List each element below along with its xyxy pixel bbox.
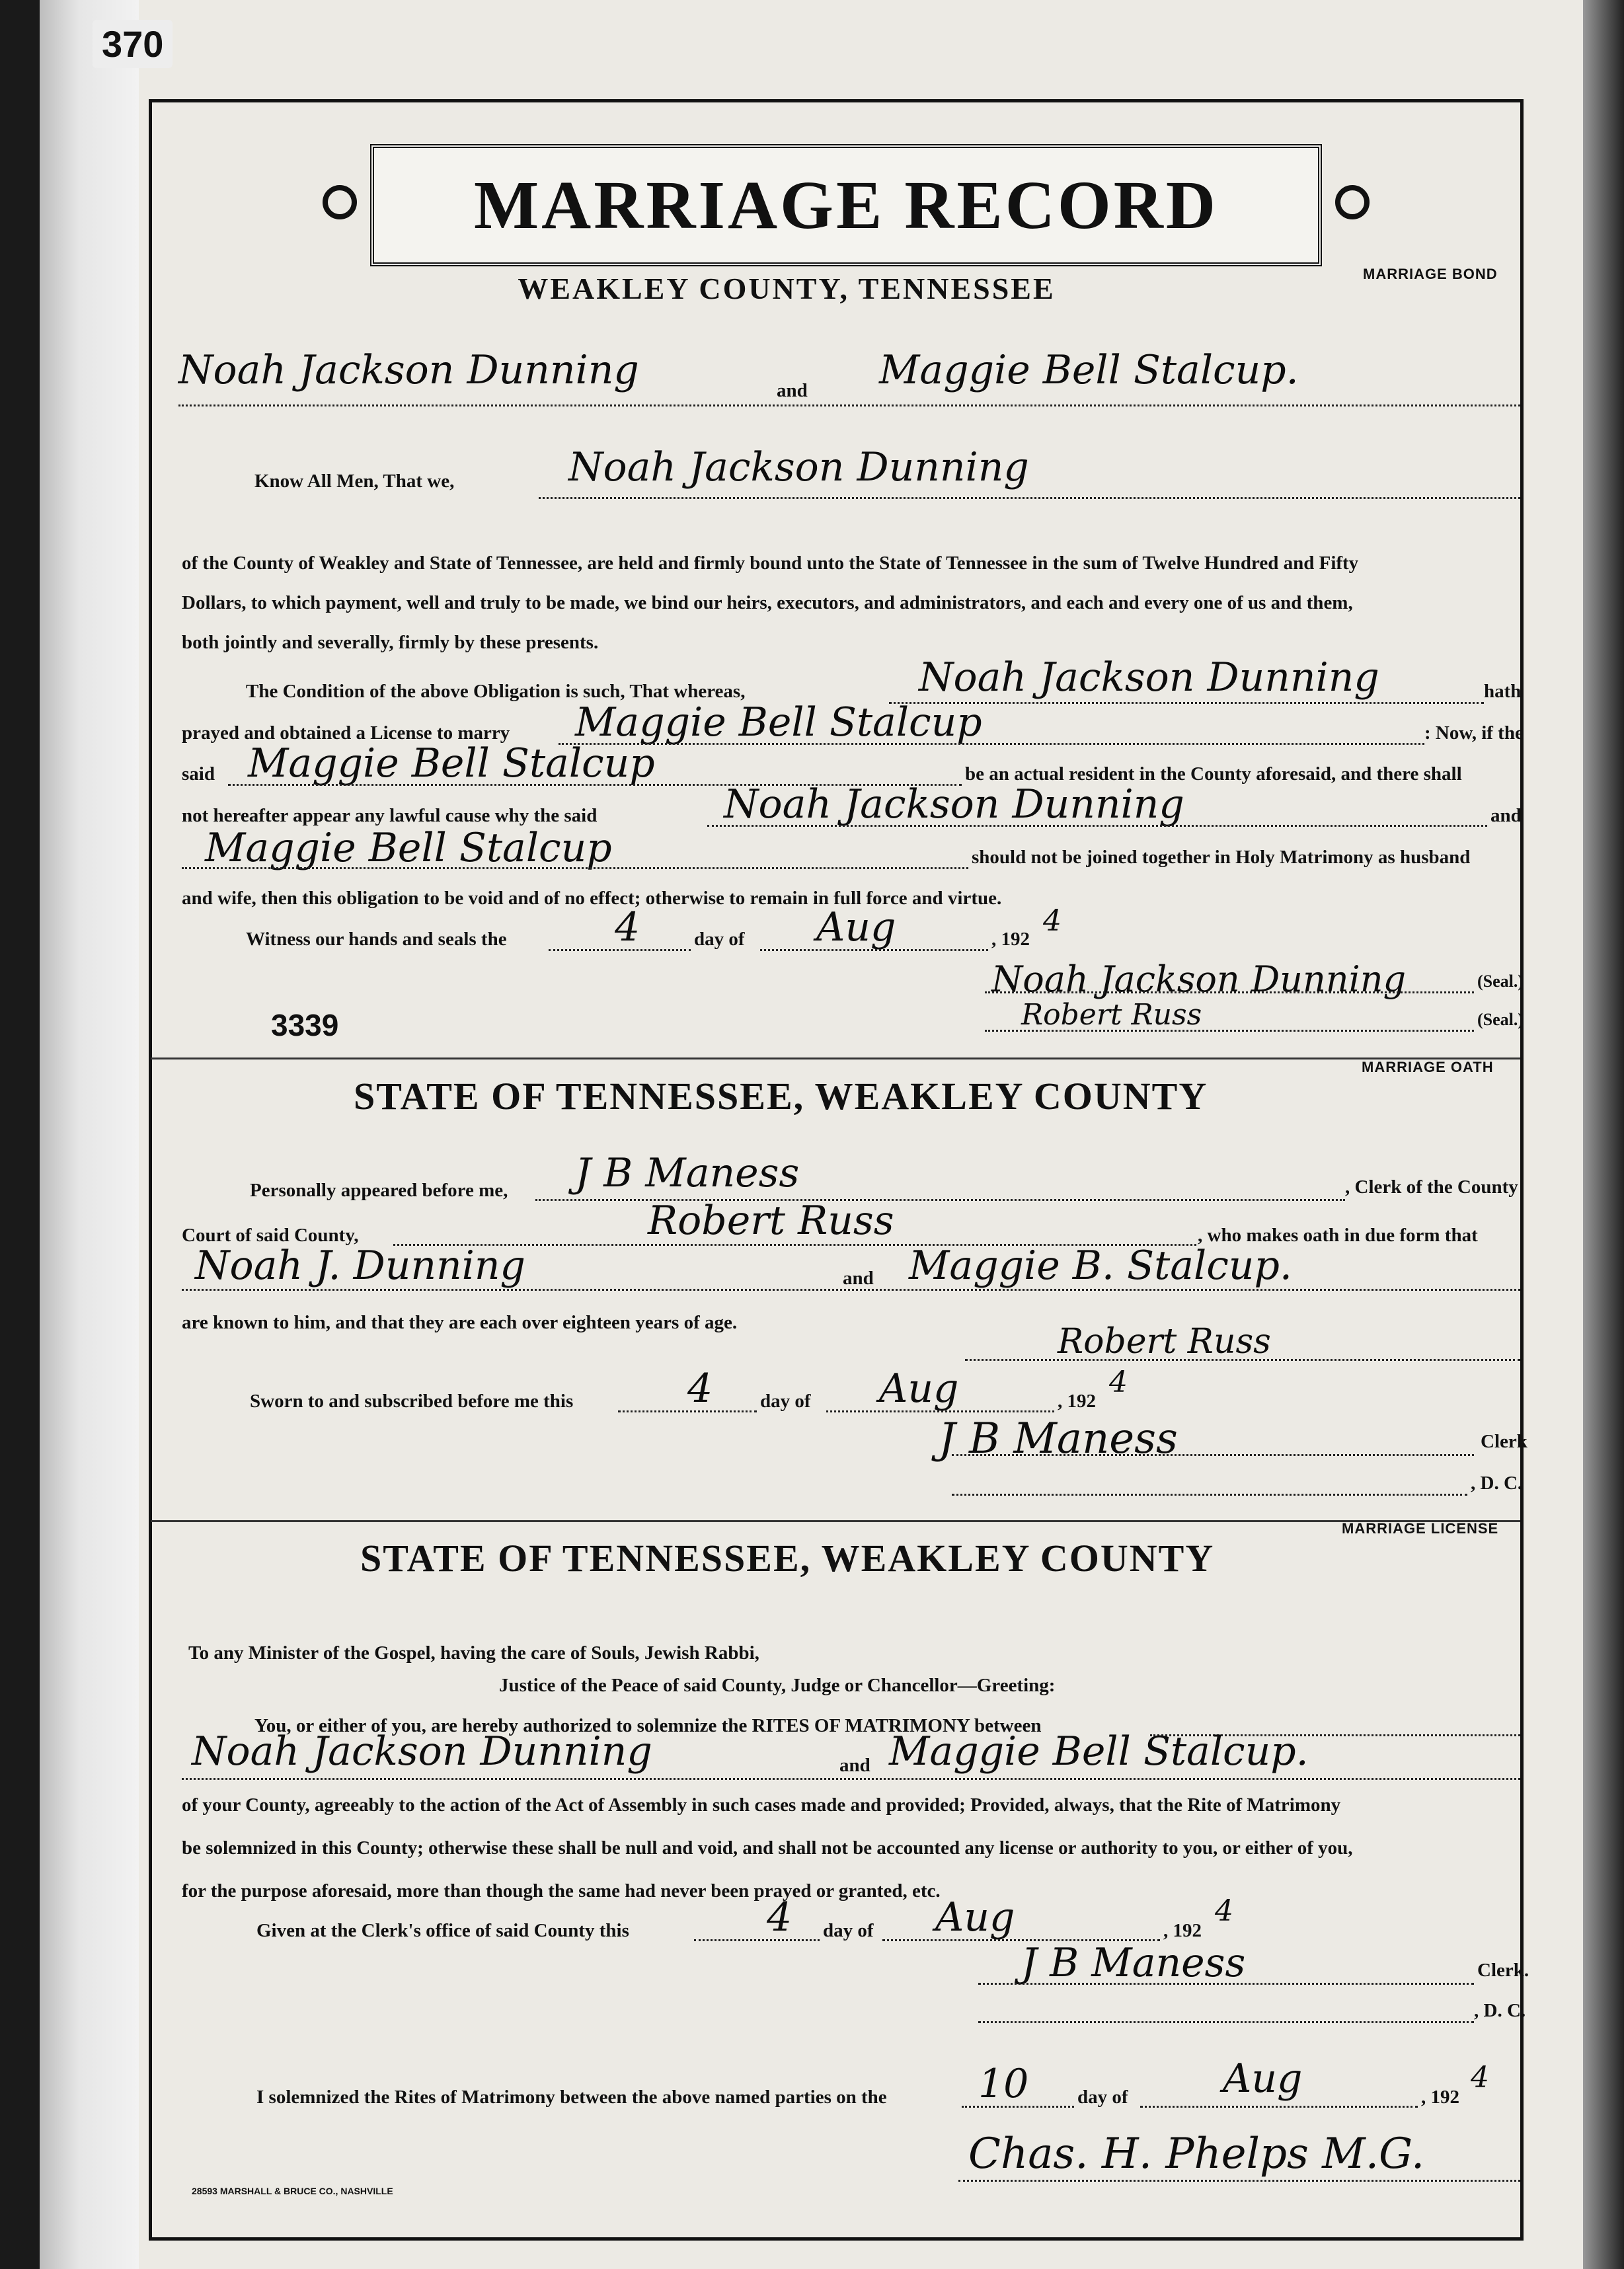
bond-body-2: Dollars, to which payment, well and truly to be made, we bind our heirs, executors, and administrators, and each and every one of us and them, [182, 592, 1353, 613]
license-clerk-line [978, 1983, 1474, 1985]
witness-prefix: Witness our hands and seals the [246, 929, 507, 950]
said-prefix: said [182, 763, 215, 785]
known-line: are known to him, and that they are each over eighteen years of age. [182, 1312, 738, 1333]
witness-year-prefix: , 192 [991, 929, 1030, 950]
joined-line [182, 867, 968, 869]
section-label-oath: MARRIAGE OATH [1362, 1059, 1494, 1075]
form-title: MARRIAGE RECORD [474, 167, 1218, 243]
given-day: 4 [767, 1894, 793, 1941]
solemnized-month-line [1140, 2106, 1418, 2108]
license-clerk-signature: J B Maness [1021, 1940, 1246, 1986]
solemnized-day: 10 [978, 2061, 1029, 2107]
solemnized-day-line [962, 2106, 1074, 2108]
oath-dc-line [952, 1494, 1467, 1496]
condition-name: Noah Jackson Dunning [919, 654, 1379, 701]
title-box [370, 144, 1322, 266]
sworn-month-line [826, 1410, 1054, 1412]
divider-1 [151, 1058, 1520, 1059]
witness-month: Aug [816, 904, 896, 950]
record-number: 3339 [271, 1008, 339, 1042]
solemnized-year-prefix: , 192 [1421, 2087, 1459, 2108]
clerk-name: J B Maness [575, 1150, 800, 1196]
divider-2 [151, 1520, 1520, 1522]
bond-body-1: of the County of Weakley and State of Tennessee, are held and firmly bound unto the State of Tennessee in the sum of Twelve Hundred and Fifty [182, 553, 1359, 574]
given-day-of: day of [823, 1920, 874, 1941]
court-suffix: , who makes oath in due form that [1198, 1225, 1478, 1246]
solemnized-day-of: day of [1077, 2087, 1128, 2108]
to-line: To any Minister of the Gospel, having the care of Souls, Jewish Rabbi, [188, 1642, 759, 1664]
witness-day: 4 [615, 904, 640, 950]
sworn-year-prefix: , 192 [1058, 1391, 1096, 1412]
groom-name-top: Noah Jackson Dunning [178, 347, 639, 393]
signature-surety: Robert Russ [1021, 998, 1202, 1032]
given-prefix: Given at the Clerk's office of said County this [256, 1920, 629, 1941]
joined-suffix: should not be joined together in Holy Matrimony as husband [972, 847, 1471, 868]
obligor-line [539, 497, 1520, 499]
prayed-suffix: : Now, if the [1424, 722, 1524, 744]
license-names-line [182, 1778, 1520, 1780]
sig2-line [985, 1030, 1474, 1032]
given-year-prefix: , 192 [1163, 1920, 1202, 1941]
oath-heading: STATE OF TENNESSEE, WEAKLEY COUNTY [354, 1075, 1208, 1118]
not-line [707, 825, 1487, 827]
ornament-left-icon [323, 185, 357, 219]
sig1-line [985, 991, 1474, 993]
solemnized-prefix: I solemnized the Rites of Matrimony between the above named parties on the [256, 2087, 887, 2108]
section-label-bond: MARRIAGE BOND [1363, 266, 1498, 282]
wife-line: and wife, then this obligation to be void and of no effect; otherwise to remain in full force and virtue. [182, 888, 1002, 909]
sworn-day: 4 [687, 1365, 713, 1412]
section-label-license: MARRIAGE LICENSE [1342, 1520, 1499, 1537]
authorized-line: You, or either of you, are hereby authorized to solemnize the RITES OF MATRIMONY between [254, 1715, 1042, 1736]
given-day-line [694, 1939, 820, 1941]
minister-line [958, 2180, 1520, 2182]
sworn-day-of: day of [760, 1391, 811, 1412]
solemnized-month: Aug [1223, 2056, 1303, 2102]
oath-bride: Maggie B. Stalcup. [909, 1243, 1292, 1289]
oath-clerk-signature: J B Maness [939, 1414, 1178, 1463]
sworn-day-line [618, 1410, 757, 1412]
solemnized-year-digit: 4 [1471, 2061, 1489, 2095]
prayed-prefix: prayed and obtained a License to marry [182, 722, 510, 744]
ornament-right-icon [1335, 185, 1370, 219]
said-name: Maggie Bell Stalcup [248, 740, 655, 787]
oath-dc-label: , D. C. [1471, 1473, 1523, 1494]
not-suffix: and [1490, 805, 1522, 826]
printer-imprint: 28593 MARSHALL & BRUCE CO., NASHVILLE [192, 2186, 393, 2196]
prayed-name: Maggie Bell Stalcup [575, 699, 982, 746]
justice-line: Justice of the Peace of said County, Judge or Chancellor—Greeting: [499, 1675, 1056, 1696]
sworn-prefix: Sworn to and subscribed before me this [250, 1391, 574, 1412]
witness-year-digit: 4 [1043, 904, 1062, 938]
connector-and: and [777, 380, 808, 401]
license-body-3: for the purpose aforesaid, more than though the same had never been prayed or granted, etc. [182, 1880, 941, 1902]
bride-name-top: Maggie Bell Stalcup. [879, 347, 1299, 393]
bond-body-3: both jointly and severally, firmly by these presents. [182, 632, 599, 653]
county-heading: WEAKLEY COUNTY, TENNESSEE [518, 272, 1056, 305]
license-and: and [839, 1755, 870, 1776]
appeared-prefix: Personally appeared before me, [250, 1180, 508, 1201]
minister-signature: Chas. H. Phelps M.G. [968, 2130, 1425, 2178]
witness-month-line [760, 949, 988, 951]
sworn-year-digit: 4 [1109, 1365, 1128, 1399]
not-name: Noah Jackson Dunning [724, 781, 1184, 827]
page-number: 370 [93, 20, 173, 68]
affiant-line [965, 1359, 1520, 1361]
condition-prefix: The Condition of the above Obligation is such, That whereas, [246, 681, 746, 702]
signature-groom: Noah Jackson Dunning [991, 958, 1407, 1000]
not-prefix: not hereafter appear any lawful cause why the said [182, 805, 598, 826]
right-binding-edge [1583, 0, 1624, 2269]
license-clerk-label: Clerk. [1477, 1960, 1529, 1981]
oath-groom: Noah J. Dunning [195, 1243, 525, 1289]
appeared-suffix: , Clerk of the County [1345, 1176, 1518, 1198]
affiant-signature: Robert Russ [1058, 1322, 1271, 1362]
oath-and: and [843, 1268, 874, 1289]
license-dc-label: , D. C. [1474, 2000, 1526, 2021]
form-border [149, 99, 1524, 2241]
license-heading: STATE OF TENNESSEE, WEAKLEY COUNTY [360, 1537, 1215, 1580]
witness-name: Robert Russ [648, 1198, 894, 1244]
left-binding-edge [40, 0, 139, 2269]
license-body-1: of your County, agreeably to the action of the Act of Assembly in such cases made and provided; Provided, always, that the Rite of Matrimony [182, 1794, 1341, 1816]
seal-1: (Seal.) [1477, 972, 1524, 991]
sworn-month: Aug [879, 1365, 959, 1412]
license-groom: Noah Jackson Dunning [192, 1728, 652, 1775]
given-year-digit: 4 [1215, 1894, 1233, 1928]
seal-2: (Seal.) [1477, 1010, 1524, 1029]
license-body-2: be solemnized in this County; otherwise these shall be null and void, and shall not be accounted any license or authority to you, or either of you, [182, 1837, 1353, 1859]
condition-suffix: hath [1484, 681, 1522, 702]
oath-names-line [182, 1289, 1520, 1291]
license-dc-line [978, 2021, 1474, 2023]
obligor-name: Noah Jackson Dunning [568, 444, 1029, 490]
oath-clerk-line [952, 1454, 1474, 1456]
court-prefix: Court of said County, [182, 1225, 359, 1246]
joined-name: Maggie Bell Stalcup [205, 825, 612, 871]
witness-day-of: day of [694, 929, 745, 950]
witness-day-line [549, 949, 691, 951]
know-all-men: Know All Men, That we, [254, 471, 455, 492]
given-month: Aug [935, 1894, 1015, 1941]
said-suffix: be an actual resident in the County aforesaid, and there shall [965, 763, 1462, 785]
names-line [178, 404, 1520, 406]
prayed-line [559, 743, 1424, 745]
oath-clerk-label: Clerk [1481, 1431, 1527, 1452]
license-bride: Maggie Bell Stalcup. [889, 1728, 1309, 1775]
